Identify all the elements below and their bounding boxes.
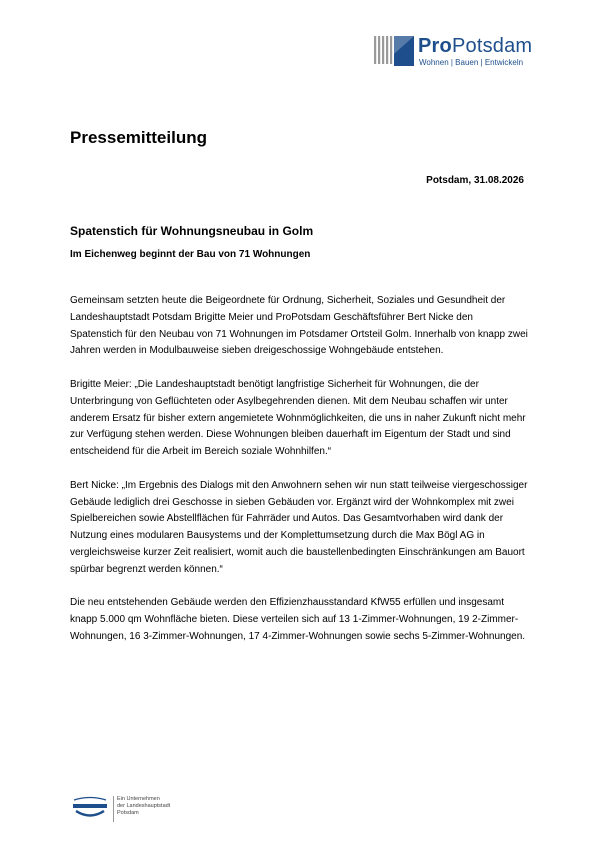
footer-line: Ein Unternehmen (117, 796, 160, 802)
footer-line: der Landeshauptstadt (117, 803, 171, 809)
paragraph-quote-meier: Brigitte Meier: „Die Landeshauptstadt benötigt langfristige Sicherheit für Wohnungen, die der Unterbringung von Geflüchteten oder Asylbegehrenden dienen. Mit dem Neubau schaffen wir unter anderem Ersatz für bisher extern angemietete Wohnmöglichkeiten, die uns in naher Zukunft nicht mehr zur Verfügung stehen werden. Diese Wohnungen bleiben dauerhaft im Eigentum der Stadt und sind entscheidend für die Arbeit im Bereich soziale Wohnhilfen.“ (70, 378, 526, 458)
logo-brand-pro: Pro (418, 35, 452, 57)
document-type-title: Pressemitteilung (70, 128, 207, 147)
paragraph-quote-nicke: Bert Nicke: „Im Ergebnis des Dialogs mit den Anwohnern sehen wir nun statt teilweise viergeschossiger Gebäude lediglich drei Geschosse in sieben Gebäuden vor. Ergänzt wird der Wohnkomplex mit zwei Spielbereichen sowie Abstellflächen für Fahrräder und Autos. Das Gesamtvorhaben wird dank der Nutzung eines modularen Bausystems und der Komplettumsetzung durch die Max Bögl AG in vergleichsweise kurzer Zeit realisiert, womit auch die baustellenbedingten Einschränkungen am Bauort spürbar begrenzt werden können.“ (70, 479, 528, 575)
footer-line: Potsdam (117, 810, 139, 816)
paragraph-details: Die neu entstehenden Gebäude werden den Effizienzhausstandard KfW55 erfüllen und insgesamt knapp 5.000 qm Wohnfläche bieten. Diese verteilen sich auf 13 1-Zimmer-Wohnungen, 19 2-Zimmer-Wohnungen, 16 3-Zimmer-Wohnungen, 17 4-Zimmer-Wohnungen sowie sechs 5-Zimmer-Wohnungen. (70, 597, 526, 642)
body-text (70, 293, 528, 663)
place-date: Potsdam, 31.08.2026 (426, 175, 524, 186)
footer-divider (113, 796, 114, 822)
logo-tagline: Wohnen | Bauen | Entwickeln (419, 58, 524, 67)
headline: Spatenstich für Wohnungsneubau in Golm (70, 224, 314, 238)
footer-text (117, 796, 170, 817)
vertical-bars-logo-icon (374, 34, 414, 68)
logo-brand-potsdam: Potsdam (451, 35, 533, 57)
propotsdam-logo (374, 34, 554, 70)
paragraph-intro: Gemeinsam setzten heute die Beigeordnete für Ordnung, Sicherheit, Soziales und Gesundheit der Landeshauptstadt Potsdam Brigitte Meier und ProPotsdam Geschäftsführer Bert Nicke den Spatenstich für den Neubau von 71 Wohnungen im Potsdamer Ortsteil Golm. Innerhalb von knapp zwei Jahren werden in Modulbauweise sieben dreigeschossige Wohngebäude entstehen. (70, 295, 528, 357)
subheadline: Im Eichenweg beginnt der Bau von 71 Wohnungen (70, 249, 311, 260)
footer (70, 796, 210, 824)
logo-wordmark (418, 35, 532, 58)
city-seal-icon (70, 796, 110, 822)
